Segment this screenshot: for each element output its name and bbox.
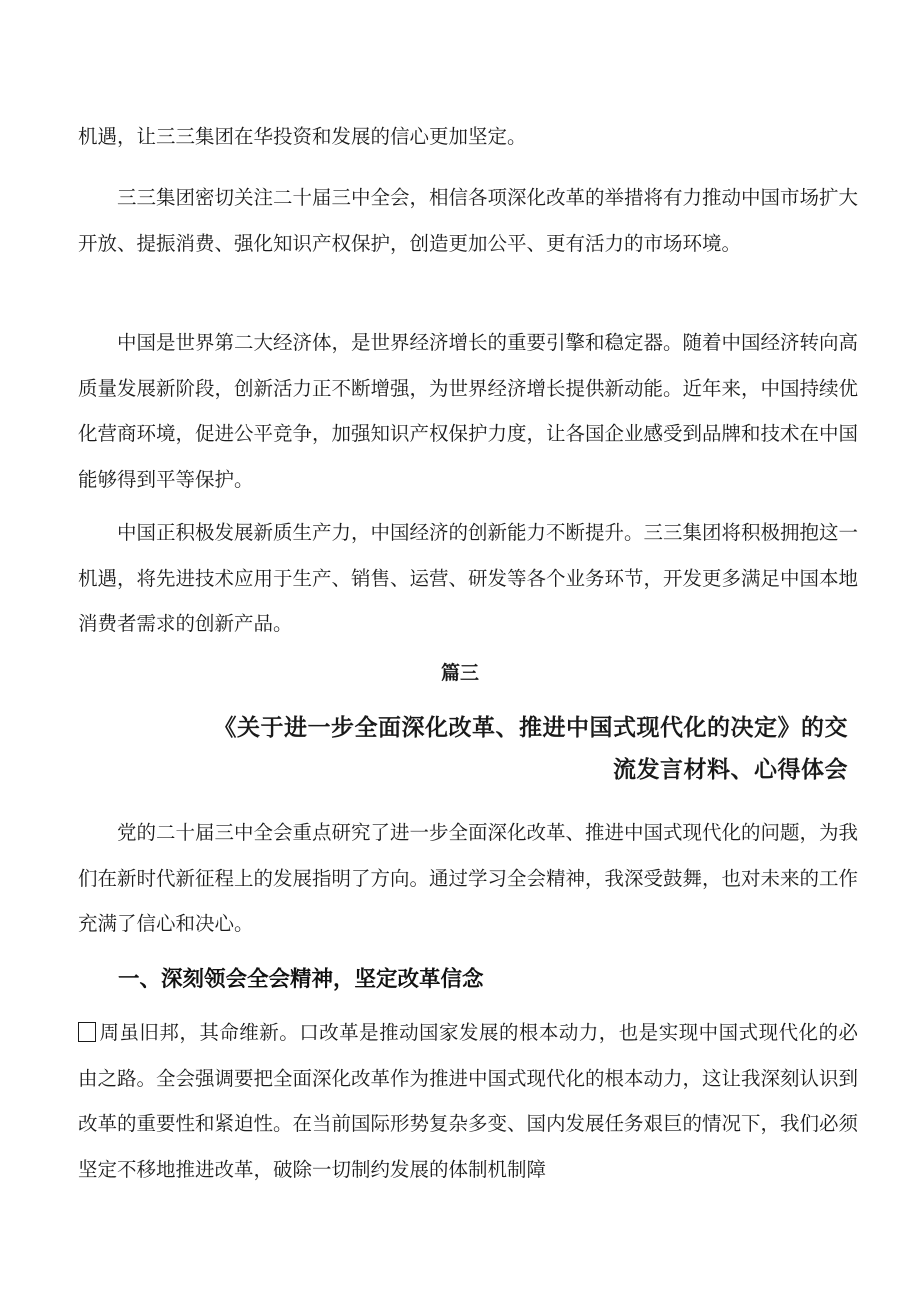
paragraph-plenary-intro: 党的二十届三中全会重点研究了进一步全面深化改革、推进中国式现代化的问题，为我们在新时代新征程上的发展指明了方向。通过学习全会精神，我深受鼓舞，也对未来的工作充满了信心和决心。: [78, 821, 859, 935]
section-label: 篇三: [440, 662, 479, 684]
document-title-line-2: 流发言材料、心得体会: [613, 756, 848, 783]
paragraph-china-economy: 中国是世界第二大经济体，是世界经济增长的重要引擎和稳定器。随着中国经济转向高质量发展新阶段，创新活力正不断增强，为世界经济增长提供新动能。近年来，中国持续优化营商环境，促进公平竞争，加强知识产权保护力度，让各国企业感受到品牌和技术在中国能够得到平等保护。: [78, 331, 859, 491]
document-title-line-1: 《关于进一步全面深化改革、推进中国式现代化的决定》的交: [213, 714, 848, 741]
checkbox-glyph: [78, 1022, 96, 1042]
paragraph-new-productivity: 中国正积极发展新质生产力，中国经济的创新能力不断提升。三三集团将积极拥抱这一机遇，将先进技术应用于生产、销售、运营、研发等各个业务环节，开发更多满足中国本地消费者需求的创新产品。: [78, 521, 859, 635]
document-title: [88, 707, 848, 791]
paragraph-continuation: 机遇，让三三集团在华投资和发展的信心更加坚定。: [78, 125, 527, 148]
section-heading-1: 一、深刻领会全会精神，坚定改革信念: [118, 967, 484, 992]
paragraph-reform-motivation: [78, 1010, 858, 1192]
paragraph-reform-motivation-text: 周虽旧邦，其命维新。口改革是推动国家发展的根本动力，也是实现中国式现代化的必由之路。全会强调要把全面深化改革作为推进中国式现代化的根本动力，这让我深刻认识到改革的重要性和紧迫性。在当前国际形势复杂多变、国内发展任务艰巨的情况下，我们必须坚定不移地推进改革，破除一切制约发展的体制机制障: [78, 1021, 859, 1181]
paragraph-company-attention: 三三集团密切关注二十届三中全会，相信各项深化改革的举措将有力推动中国市场扩大开放、提振消费、强化知识产权保护，创造更加公平、更有活力的市场环境。: [78, 186, 859, 255]
